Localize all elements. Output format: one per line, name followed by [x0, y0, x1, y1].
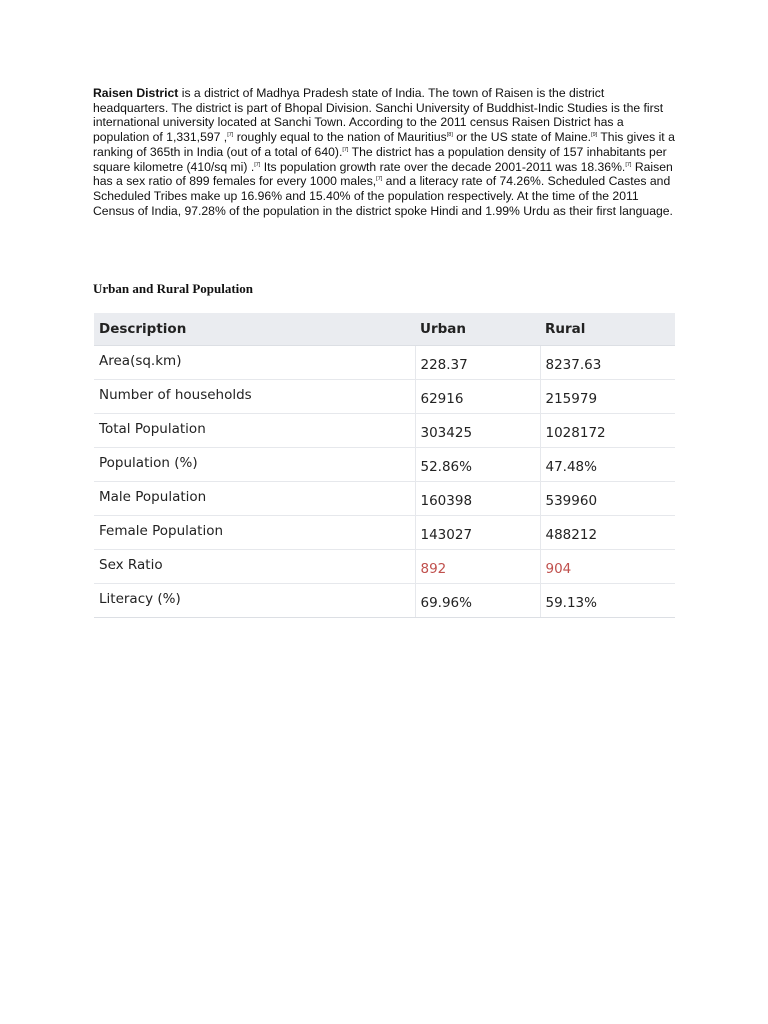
intro-text: is a district of Madhya Pradesh state of India. The town of Raisen is the district headquarters. The district is part of Bhopal Division. Sanchi University of Buddhist-Indic Studies is the first international university located at Sanchi Town. According to the 2011 census Raisen District has a population of 1,331,597 , [93, 86, 664, 145]
rural-value-highlighted: 904 [540, 550, 675, 584]
row-label: Number of households [94, 380, 415, 414]
population-table [94, 313, 675, 618]
table-row [94, 346, 675, 380]
row-label: Sex Ratio [94, 550, 415, 584]
citation-ref[interactable]: [7] [227, 132, 234, 139]
citation-ref[interactable]: [7] [625, 161, 632, 168]
rural-value: 1028172 [540, 414, 675, 448]
table-header-row [94, 313, 675, 346]
urban-value: 143027 [415, 516, 540, 550]
row-label: Area(sq.km) [94, 346, 415, 380]
table-row [94, 414, 675, 448]
citation-ref[interactable]: [7] [376, 176, 383, 183]
row-label: Total Population [94, 414, 415, 448]
table-row [94, 584, 675, 618]
intro-paragraph [93, 86, 675, 218]
rural-value: 47.48% [540, 448, 675, 482]
rural-value: 488212 [540, 516, 675, 550]
intro-text: Raisen has a sex ratio of 899 females for every 1000 males, [93, 159, 673, 189]
rural-value: 539960 [540, 482, 675, 516]
column-header-description: Description [94, 313, 415, 346]
intro-text: and a literacy rate of 74.26%. Scheduled Castes and Scheduled Tribes make up 16.96% and 15.40% of the population respectively. At the time of the 2011 Census of India, 97.28% of the population in the district spoke Hindi and 1.99% Urdu as their first language. [93, 174, 673, 218]
citation-ref[interactable]: [7] [254, 161, 261, 168]
citation-ref[interactable]: [9] [591, 132, 598, 139]
table-row [94, 516, 675, 550]
urban-value: 62916 [415, 380, 540, 414]
rural-value: 215979 [540, 380, 675, 414]
rural-value: 59.13% [540, 584, 675, 618]
table-row [94, 380, 675, 414]
intro-text: or the US state of Maine. [452, 130, 592, 145]
table-row [94, 448, 675, 482]
urban-value-highlighted: 892 [415, 550, 540, 584]
table-row [94, 482, 675, 516]
district-name: Raisen District [93, 86, 179, 100]
urban-value: 303425 [415, 414, 540, 448]
intro-text: The district has a population density of 157 inhabitants per square kilometre (410/sq mi) . [93, 144, 667, 174]
citation-ref[interactable]: [8] [446, 132, 453, 139]
column-header-urban: Urban [415, 313, 540, 346]
row-label: Population (%) [94, 448, 415, 482]
intro-text: roughly equal to the nation of Mauritius [233, 130, 447, 145]
urban-value: 69.96% [415, 584, 540, 618]
intro-text: This gives it a ranking of 365th in India (out of a total of 640). [93, 130, 675, 159]
intro-text: Its population growth rate over the decade 2001-2011 was 18.36%. [260, 159, 626, 174]
row-label: Female Population [94, 516, 415, 550]
citation-ref[interactable]: [7] [342, 146, 349, 153]
table-row [94, 550, 675, 584]
row-label: Literacy (%) [94, 584, 415, 618]
urban-value: 228.37 [415, 346, 540, 380]
section-heading: Urban and Rural Population [93, 281, 254, 296]
urban-value: 52.86% [415, 448, 540, 482]
row-label: Male Population [94, 482, 415, 516]
urban-value: 160398 [415, 482, 540, 516]
column-header-rural: Rural [540, 313, 675, 346]
rural-value: 8237.63 [540, 346, 675, 380]
